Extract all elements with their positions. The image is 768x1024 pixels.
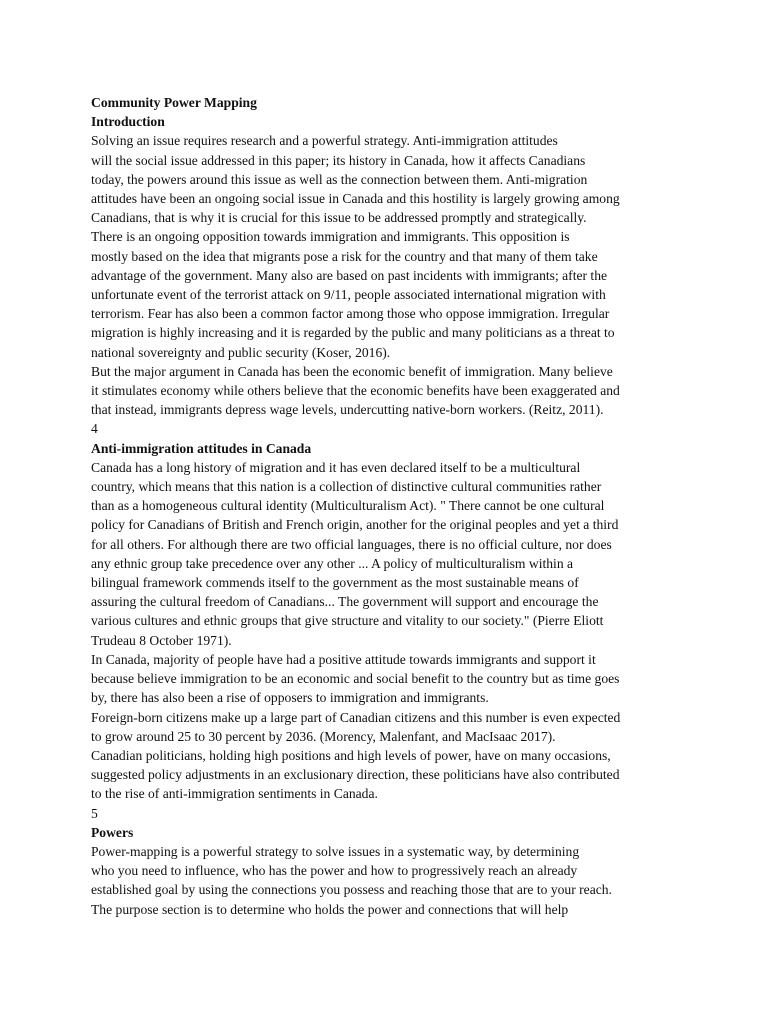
text-line: because believe immigration to be an economic and social benefit to the country but as time goes (91, 671, 620, 687)
text-line: country, which means that this nation is a collection of distinctive cultural communities rather (91, 479, 602, 495)
text-line: Solving an issue requires research and a powerful strategy. Anti-immigration attitudes (91, 133, 558, 149)
text-line: Canadians, that is why it is crucial for this issue to be addressed promptly and strategically. (91, 210, 587, 226)
text-line: policy for Canadians of British and French origin, another for the original peoples and yet a third (91, 517, 619, 533)
text-line: Trudeau 8 October 1971). (91, 632, 232, 648)
text-line: mostly based on the idea that migrants pose a risk for the country and that many of them take (91, 248, 598, 264)
text-line: Canada has a long history of migration and it has even declared itself to be a multicultural (91, 459, 581, 475)
section-heading: Anti-immigration attitudes in Canada (91, 440, 312, 456)
text-line: unfortunate event of the terrorist attack on 9/11, people associated international migration with (91, 287, 606, 303)
text-line: bilingual framework commends itself to the government as the most sustainable means of (91, 575, 579, 591)
text-line: established goal by using the connections you possess and reaching those that are to your reach. (91, 882, 612, 898)
text-line: But the major argument in Canada has been the economic benefit of immigration. Many believe (91, 363, 613, 379)
text-line: by, there has also been a rise of opposers to immigration and immigrants. (91, 690, 489, 706)
section-heading: Community Power Mapping (91, 95, 257, 110)
text-line: suggested policy adjustments in an exclusionary direction, these politicians have also contributed (91, 767, 620, 783)
text-line: for all others. For although there are two official languages, there is no official culture, nor does (91, 536, 612, 552)
text-line: In Canada, majority of people have had a positive attitude towards immigrants and support it (91, 651, 596, 667)
text-line: terrorism. Fear has also been a common factor among those who oppose immigration. Irregular (91, 306, 610, 322)
text-line: Canadian politicians, holding high positions and high levels of power, have on many occasions, (91, 747, 611, 763)
text-line: today, the powers around this issue as well as the connection between them. Anti-migration (91, 171, 588, 187)
text-line: The purpose section is to determine who holds the power and connections that will help (91, 901, 569, 917)
page-number: 5 (91, 805, 98, 821)
text-line: various cultures and ethnic groups that give structure and vitality to our society." (Pierre Eliott (91, 613, 604, 629)
text-line: to the rise of anti-immigration sentiments in Canada. (91, 786, 378, 802)
text-line: attitudes have been an ongoing social issue in Canada and this hostility is largely growing among (91, 191, 620, 207)
text-line: who you need to influence, who has the power and how to progressively reach an already (91, 863, 578, 879)
text-line: to grow around 25 to 30 percent by 2036. (Morency, Malenfant, and MacIsaac 2017). (91, 728, 556, 744)
section-heading: Powers (91, 824, 134, 840)
section-heading: Introduction (91, 114, 165, 130)
text-line: Power-mapping is a powerful strategy to solve issues in a systematic way, by determining (91, 843, 580, 859)
text-line: any ethnic group take precedence over any other ... A policy of multiculturalism within a (91, 555, 574, 571)
text-line: assuring the cultural freedom of Canadians... The government will support and encourage the (91, 594, 599, 610)
text-line: will the social issue addressed in this paper; its history in Canada, how it affects Canadians (91, 152, 586, 168)
text-line: than as a homogeneous cultural identity (Multiculturalism Act). " There cannot be one cultural (91, 498, 605, 514)
document-page (91, 93, 691, 919)
text-line: migration is highly increasing and it is regarded by the public and many politicians as a threat to (91, 325, 615, 341)
page-number: 4 (91, 421, 98, 437)
text-line: There is an ongoing opposition towards immigration and immigrants. This opposition is (91, 229, 570, 245)
text-line: Foreign-born citizens make up a large part of Canadian citizens and this number is even expected (91, 709, 621, 725)
text-line: advantage of the government. Many also are based on past incidents with immigrants; after the (91, 267, 608, 283)
text-line: it stimulates economy while others believe that the economic benefits have been exaggerated and (91, 383, 620, 399)
text-line: that instead, immigrants depress wage levels, undercutting native-born workers. (Reitz, 2011). (91, 402, 604, 418)
text-line: national sovereignty and public security (Koser, 2016). (91, 344, 391, 360)
